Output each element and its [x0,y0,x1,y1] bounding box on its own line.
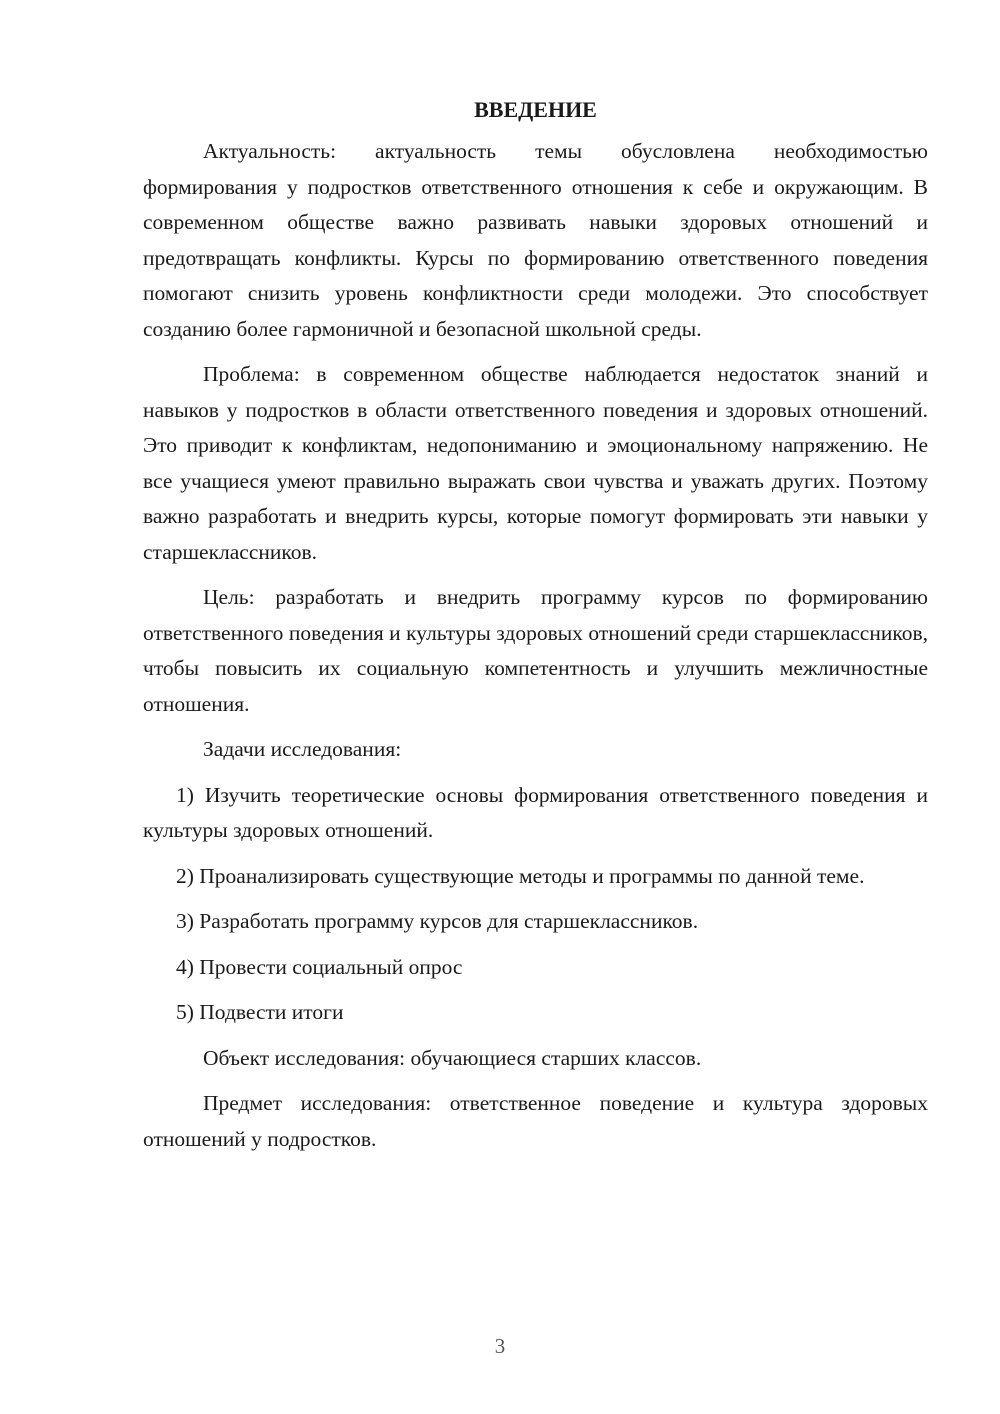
task-item: 3) Разработать программу курсов для старшеклассников. [176,909,699,933]
paragraph-relevance: Актуальность: актуальность темы обусловлена необходимостью формирования у подростков ответственного отношения к себе и окружающим. В современном обществе важно развивать навыки здоровых отношений и предотвращать конфликты. Курсы по формированию ответственного поведения помогают снизить уровень конфликтности среди молодежи. Это способствует созданию более гармоничной и безопасной школьной среды. [143,139,928,341]
task-item: 4) Провести социальный опрос [176,954,463,979]
task-item: 5) Подвести итоги [176,1000,344,1024]
paragraph-subject: Предмет исследования: ответственное поведение и культура здоровых отношений у подростков. [143,1091,928,1151]
document-page [143,92,928,1167]
tasks-heading: Задачи исследования: [203,737,402,761]
task-item: 2) Проанализировать существующие методы и программы по данной теме. [176,863,865,888]
task-item: 1) Изучить теоретические основы формирования ответственного поведения и культуры здоровых отношений. [143,782,928,842]
paragraph-problem: Проблема: в современном обществе наблюдается недостаток знаний и навыков у подростков в области ответственного поведения и здоровых отношений. Это приводит к конфликтам, недопониманию и эмоциональному напряжению. Не все учащиеся умеют правильно выражать свои чувства и уважать других. Поэтому важно разработать и внедрить курсы, которые помогут формировать эти навыки у старшеклассников. [143,362,928,564]
page-title: ВВЕДЕНИЕ [474,97,597,122]
page-number: 3 [494,1334,506,1358]
paragraph-goal: Цель: разработать и внедрить программу курсов по формированию ответственного поведения и культуры здоровых отношений среди старшеклассников, чтобы повысить их социальную компетентность и улучшить межличностные отношения. [143,585,928,716]
paragraph-object: Объект исследования: обучающиеся старших классов. [203,1045,702,1070]
